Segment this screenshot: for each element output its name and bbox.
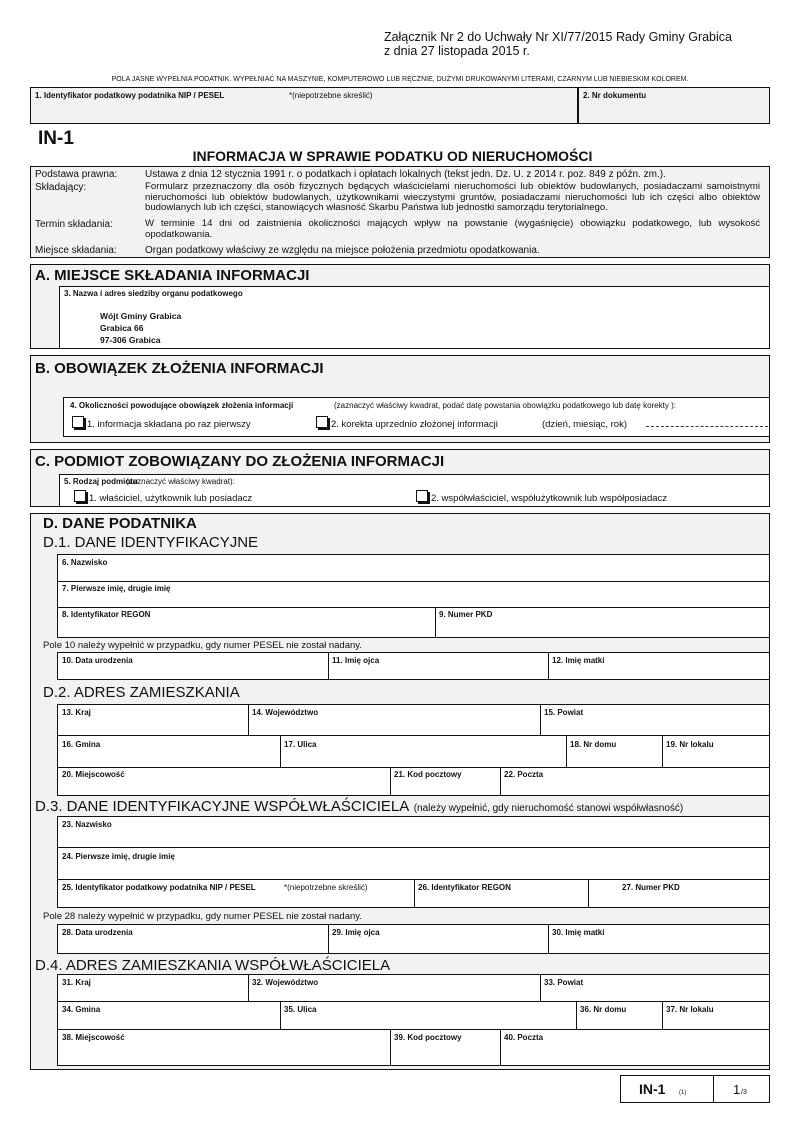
fill-instruction: POLA JASNE WYPEŁNIA PODATNIK. WYPEŁNIAĆ NA MASZYNIE, KOMPUTEROWO LUB RĘCZNIE, DUŻYMI DRUKOWANYMI LITERAMI, CZARNYM LUB NIEBIESKIM KOLOREM. [111, 76, 689, 83]
d3-note: (należy wypełnić, gdy nieruchomość stanowi współwłasność) [413, 803, 684, 814]
field-32-label: 32. Województwo [252, 978, 319, 987]
field-18-label: 18. Nr domu [570, 740, 617, 749]
podstawa-text: Ustawa z dnia 12 stycznia 1991 r. o podatkach i opłatach lokalnych (tekst jedn. Dz. U. z 2014 r. poz. 849 z późn. zm.). [145, 169, 666, 180]
attachment-line-2: z dnia 27 listopada 2015 r. [383, 44, 530, 58]
field-26-label: 26. Identyfikator REGON [418, 883, 511, 892]
field-37-label: 37. Nr lokalu [666, 1005, 714, 1014]
field-2-label: 2. Nr dokumentu [583, 91, 647, 100]
form-title: INFORMACJA W SPRAWIE PODATKU OD NIERUCHOMOŚCI [192, 148, 593, 164]
office-street: Grabica 66 [100, 323, 144, 333]
field-28-label: 28. Data urodzenia [62, 928, 133, 937]
surname-field[interactable] [58, 555, 771, 581]
field-38-label: 38. Miejscowość [62, 1033, 125, 1042]
d3-title: D.3. DANE IDENTYFIKACYJNE WSPÓŁWŁAŚCICIELA [35, 798, 410, 815]
info-block [30, 166, 770, 258]
field-22-label: 22. Poczta [504, 770, 544, 779]
field-1-note: *(niepotrzebne skreślić) [289, 91, 373, 100]
attachment-line-1: Załącznik Nr 2 do Uchwały Nr XI/77/2015 Rady Gminy Grabica [383, 30, 732, 44]
option-first-time[interactable] [72, 416, 251, 430]
option-coowner-label: 2. współwłaściciel, współużytkownik lub współposiadacz [431, 493, 668, 504]
d2-grid [57, 704, 770, 796]
field-36-label: 36. Nr domu [580, 1005, 627, 1014]
field-8-label: 8. Identyfikator REGON [62, 610, 151, 619]
option-owner-label: 1. właściciel, użytkownik lub posiadacz [89, 493, 253, 504]
footer-page-number: 1 [733, 1082, 741, 1097]
d1-birth-row [57, 652, 770, 680]
termin-label: Termin składania: [35, 219, 113, 230]
field-19-label: 19. Nr lokalu [666, 740, 714, 749]
field-39-label: 39. Kod pocztowy [394, 1033, 462, 1042]
note-field-28: Pole 28 należy wypełnić w przypadku, gdy numer PESEL nie został nadany. [43, 911, 362, 922]
field-3-box [59, 286, 770, 349]
field-31-label: 31. Kraj [62, 978, 91, 987]
field-33-label: 33. Powiat [544, 978, 584, 987]
date-hint: (dzień, miesiąc, rok) [542, 419, 627, 430]
field-1-label: 1. Identyfikator podatkowy podatnika NIP / PESEL [35, 91, 225, 100]
section-c-title: C. PODMIOT ZOBOWIĄZANY DO ZŁOŻENIA INFORMACJI [35, 453, 445, 470]
field-4-label: 4. Okoliczności powodujące obowiązek złożenia informacji [70, 401, 294, 410]
field-5-note: (zaznaczyć właściwy kwadrat): [126, 477, 235, 486]
field-4-note: (zaznaczyć właściwy kwadrat, podać datę powstania obowiązku podatkowego lub datę korekty ): [334, 401, 676, 410]
d1-title: D.1. DANE IDENTYFIKACYJNE [43, 534, 259, 551]
field-6-label: 6. Nazwisko [62, 558, 108, 567]
section-a [30, 264, 770, 349]
option-correction-label: 2. korekta uprzednio złożonej informacji [331, 419, 498, 430]
section-b-title: B. OBOWIĄZEK ZŁOŻENIA INFORMACJI [35, 360, 324, 377]
podstawa-label: Podstawa prawna: [35, 169, 118, 180]
checkbox-icon[interactable] [316, 416, 328, 428]
termin-text: W terminie 14 dni od zaistnienia okoliczności mających wpływ na powstanie (wygaśnięcie) obowiązku podatkowego, lub wysokość opodatkowania. [145, 218, 760, 240]
field-9-label: 9. Numer PKD [439, 610, 493, 619]
d2-title: D.2. ADRES ZAMIESZKANIA [43, 684, 240, 701]
option-owner[interactable] [74, 490, 252, 504]
field-40-label: 40. Poczta [504, 1033, 544, 1042]
field-35-label: 35. Ulica [284, 1005, 317, 1014]
field-29-label: 29. Imię ojca [332, 928, 380, 937]
section-d-title: D. DANE PODATNIKA [43, 515, 197, 532]
form-code: IN-1 [38, 128, 74, 149]
field-25-note: *(niepotrzebne skreślić) [284, 883, 368, 892]
section-d [30, 513, 770, 1070]
field-5-box [59, 474, 770, 507]
field-16-label: 16. Gmina [62, 740, 101, 749]
footer-form-code: IN-1 [639, 1081, 666, 1097]
field-14-label: 14. Województwo [252, 708, 319, 717]
field-7-label: 7. Pierwsze imię, drugie imię [62, 584, 171, 593]
field-12-label: 12. Imię matki [552, 656, 605, 665]
field-24-label: 24. Pierwsze imię, drugie imię [62, 852, 175, 861]
d1-grid [57, 554, 770, 638]
field-34-label: 34. Gmina [62, 1005, 101, 1014]
checkbox-icon[interactable] [416, 490, 428, 502]
field-11-label: 11. Imię ojca [332, 656, 380, 665]
option-coowner[interactable] [416, 490, 667, 504]
field-13-label: 13. Kraj [62, 708, 91, 717]
field-30-label: 30. Imię matki [552, 928, 605, 937]
field-1-box[interactable] [30, 87, 578, 124]
section-c [30, 449, 770, 507]
field-2-box[interactable] [578, 87, 770, 124]
option-first-time-label: 1. informacja składana po raz pierwszy [87, 419, 251, 430]
option-correction[interactable] [316, 416, 498, 430]
field-27-label: 27. Numer PKD [622, 883, 680, 892]
checkbox-icon[interactable] [74, 490, 86, 502]
d3-heading [35, 798, 683, 816]
section-b [30, 355, 770, 443]
d3-grid [57, 816, 770, 908]
miejsce-label: Miejsce składania: [35, 245, 117, 256]
field-17-label: 17. Ulica [284, 740, 317, 749]
field-21-label: 21. Kod pocztowy [394, 770, 462, 779]
d4-grid [57, 974, 770, 1066]
field-25-label: 25. Identyfikator podatkowy podatnika NIP / PESEL [62, 883, 256, 892]
correction-date-line[interactable] [646, 426, 768, 427]
field-4-box [63, 397, 770, 437]
miejsce-text: Organ podatkowy właściwy ze względu na miejsce położenia przedmiotu opodatkowania. [145, 245, 540, 256]
footer-form-version: (1) [679, 1090, 687, 1096]
checkbox-icon[interactable] [72, 416, 84, 428]
field-23-label: 23. Nazwisko [62, 820, 112, 829]
note-field-10: Pole 10 należy wypełnić w przypadku, gdy numer PESEL nie został nadany. [43, 640, 362, 651]
first-names-field[interactable] [58, 581, 771, 607]
office-city: 97-306 Grabica [100, 335, 161, 345]
skladajacy-label: Składający: [35, 182, 87, 193]
d3-birth-row [57, 924, 770, 954]
field-10-label: 10. Data urodzenia [62, 656, 133, 665]
page-footer [620, 1075, 770, 1103]
section-a-title: A. MIEJSCE SKŁADANIA INFORMACJI [35, 267, 310, 284]
field-3-label: 3. Nazwa i adres siedziby organu podatkowego [64, 289, 243, 298]
d4-title: D.4. ADRES ZAMIESZKANIA WSPÓŁWŁAŚCICIELA [35, 957, 391, 974]
footer-page-total: /3 [741, 1089, 747, 1096]
field-15-label: 15. Powiat [544, 708, 584, 717]
attachment-header [384, 30, 732, 58]
office-name: Wójt Gminy Grabica [100, 311, 182, 321]
field-20-label: 20. Miejscowość [62, 770, 125, 779]
field-5-label: 5. Rodzaj podmiotu [64, 477, 138, 486]
skladajacy-text: Formularz przeznaczony dla osób fizycznych będących właścicielami nieruchomości lub obiektów budowlanych, posiadaczami samoistnymi nieruchomości lub obiektów budowlanych, użytkownikami wieczystymi gruntów, posiadaczami nieruchomości lub ich części albo obiektów budowlanych lub ich części, stanowiących własność Skarbu Państwa lub jednostki samorządu terytorialnego. [145, 181, 760, 213]
